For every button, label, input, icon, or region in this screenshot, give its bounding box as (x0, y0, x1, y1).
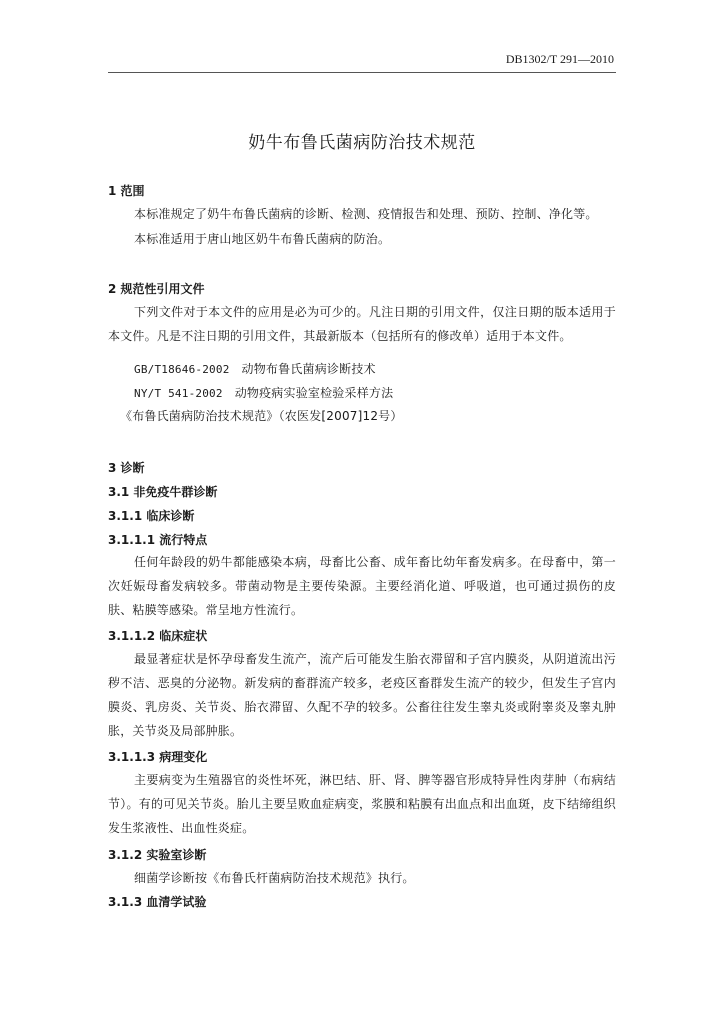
section-1-heading: 1 范围 (108, 184, 145, 198)
section-3-1-heading: 3.1 非免疫牛群诊断 (108, 485, 218, 499)
reference-item (134, 384, 393, 401)
section-3-1-1-2-heading: 3.1.1.2 临床症状 (108, 629, 208, 643)
reference-name: 《布鲁氏菌病防治技术规范》（农医发[2007]12号） (120, 409, 403, 423)
section-3-1-2-paragraph: 细菌学诊断按《布鲁氏杆菌病防治技术规范》执行。 (134, 871, 415, 885)
document-title: 奶牛布鲁氏菌病防治技术规范 (248, 133, 476, 153)
section-1-paragraph-1: 本标准规定了奶牛布鲁氏菌病的诊断、检测、疫情报告和处理、预防、控制、净化等。 (134, 207, 598, 221)
document-code: DB1302/T 291—2010 (505, 52, 614, 66)
section-2-heading: 2 规范性引用文件 (108, 282, 205, 296)
section-3-1-3-heading: 3.1.3 血清学试验 (108, 895, 207, 909)
section-1-paragraph-2: 本标准适用于唐山地区奶牛布鲁氏菌病的防治。 (134, 232, 391, 246)
header-rule (108, 72, 616, 73)
reference-name: 动物疫病实验室检验采样方法 (234, 386, 394, 400)
section-3-1-1-3-heading: 3.1.1.3 病理变化 (108, 750, 208, 764)
section-3-1-1-1-heading: 3.1.1.1 流行特点 (108, 533, 208, 547)
section-3-1-1-2-paragraph: 最显著症状是怀孕母畜发生流产，流产后可能发生胎衣滞留和子宫内膜炎，从阴道流出污秽不洁、恶臭的分泌物。新发病的畜群流产较多，老疫区畜群发生流产的较少，但发生子宫内膜炎、乳房炎、关节炎、胎衣滞留、久配不孕的较多。公畜往往发生睾丸炎或附睾炎及睾丸肿胀，关节炎及局部肿胀。 (108, 652, 616, 738)
section-3-1-1-heading: 3.1.1 临床诊断 (108, 509, 195, 523)
reference-item (120, 407, 403, 424)
section-3-1-1-3-paragraph: 主要病变为生殖器官的炎性坏死，淋巴结、肝、肾、脾等器官形成特异性肉芽肿（布病结节）。有的可见关节炎。胎儿主要呈败血症病变，浆膜和粘膜有出血点和出血斑，皮下结缔组织发生浆液性、出血性炎症。 (108, 773, 616, 835)
reference-item (134, 360, 376, 377)
section-3-1-1-1-paragraph: 任何年龄段的奶牛都能感染本病，母畜比公畜、成年畜比幼年畜发病多。在母畜中，第一次妊娠母畜发病较多。带菌动物是主要传染源。主要经消化道、呼吸道，也可通过损伤的皮肤、粘膜等感染。常呈地方性流行。 (108, 555, 616, 617)
reference-name: 动物布鲁氏菌病诊断技术 (241, 362, 376, 376)
section-3-1-2-heading: 3.1.2 实验室诊断 (108, 848, 207, 862)
section-3-heading: 3 诊断 (108, 461, 145, 475)
reference-code: NY/T 541-2002 (134, 387, 223, 400)
reference-code: GB/T18646-2002 (134, 363, 230, 376)
section-2-paragraph: 下列文件对于本文件的应用是必为可少的。凡注日期的引用文件，仅注日期的版本适用于本文件。凡是不注日期的引用文件，其最新版本（包括所有的修改单）适用于本文件。 (108, 305, 616, 343)
